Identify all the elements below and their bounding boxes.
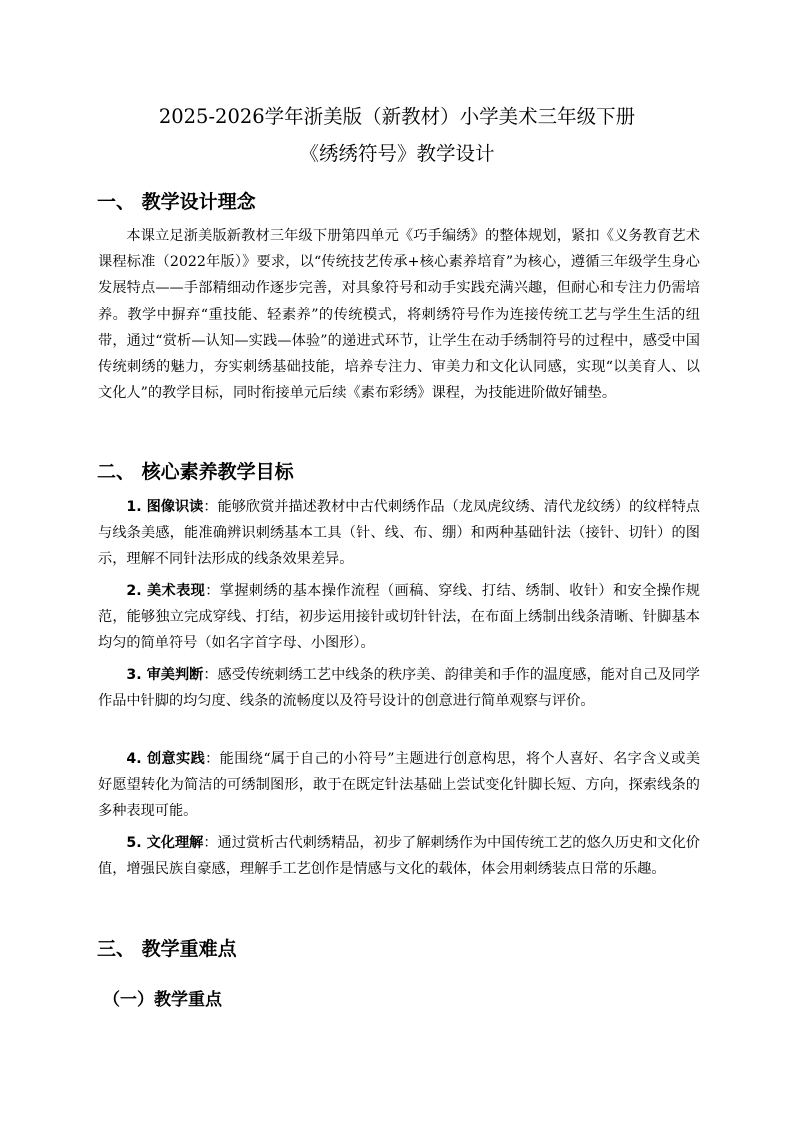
goal-text: ：感受传统刺绣工艺中线条的秩序美、韵律美和手作的温度感，能对自己及同学作品中针脚的均匀度、线条的流畅度以及符号设计的创意进行简单观察与评价。	[98, 667, 700, 710]
goal-text: ：掌握刺绣的基本操作流程（画稿、穿线、打结、绣制、收针）和安全操作规范，能够独立完成穿线、打结，初步运用接针或切针针法，在布面上绣制出线条清晰、针脚基本均匀的简单符号（如名字首字母、小图形）。	[98, 583, 700, 652]
goal-item	[98, 746, 700, 825]
goal-item	[98, 578, 700, 657]
goal-label: 4. 创意实践	[126, 751, 206, 767]
goal-label: 3. 审美判断	[126, 667, 204, 683]
section-heading-goals: 二、 核心素养教学目标	[97, 461, 294, 483]
goal-label: 2. 美术表现	[126, 583, 206, 599]
goal-label: 5. 文化理解	[126, 835, 204, 851]
document-subtitle: 《绣绣符号》教学设计	[299, 142, 495, 165]
goal-label: 1. 图像识读	[126, 499, 204, 515]
goal-text: ：通过赏析古代刺绣精品，初步了解刺绣作为中国传统工艺的悠久历史和文化价值，增强民族自豪感，理解手工艺创作是情感与文化的载体，体会用刺绣装点日常的乐趣。	[98, 835, 700, 878]
goal-item	[98, 662, 700, 714]
goal-text: ：能够欣赏并描述教材中古代刺绣作品（龙凤虎纹绣、清代龙纹绣）的纹样特点与线条美感，能准确辨识刺绣基本工具（针、线、布、绷）和两种基础针法（接针、切针）的图示，理解不同针法形成的线条效果差异。	[98, 499, 700, 568]
goal-item	[98, 830, 700, 882]
philosophy-paragraph: 本课立足浙美版新教材三年级下册第四单元《巧手编绣》的整体规划，紧扣《义务教育艺术课程标准（2022年版）》要求，以“传统技艺传承+核心素养培育”为核心，遵循三年级学生身心发展特点——手部精细动作逐步完善，对具象符号和动手实践充满兴趣，但耐心和专注力仍需培养。教学中摒弃“重技能、轻素养”的传统模式，将刺绣符号作为连接传统工艺与学生生活的纽带，通过“赏析—认知—实践—体验”的递进式环节，让学生在动手绣制符号的过程中，感受中国传统刺绣的魅力，夯实刺绣基础技能，培养专注力、审美力和文化认同感，实现“以美育人、以文化人”的教学目标，同时衔接单元后续《素布彩绣》课程，为技能进阶做好铺垫。	[98, 228, 700, 402]
section-heading-philosophy: 一、 教学设计理念	[97, 191, 256, 213]
subsection-heading-key-points: （一）教学重点	[103, 990, 222, 1010]
section-heading-key-points: 三、 教学重难点	[97, 938, 237, 960]
goal-text: ：能围绕“属于自己的小符号”主题进行创意构思，将个人喜好、名字含义或美好愿望转化为简洁的可绣制图形，敢于在既定针法基础上尝试变化针脚长短、方向，探索线条的多种表现可能。	[98, 751, 701, 820]
document-title: 2025-2026学年浙美版（新教材）小学美术三年级下册	[158, 105, 636, 128]
goal-item	[98, 494, 700, 573]
